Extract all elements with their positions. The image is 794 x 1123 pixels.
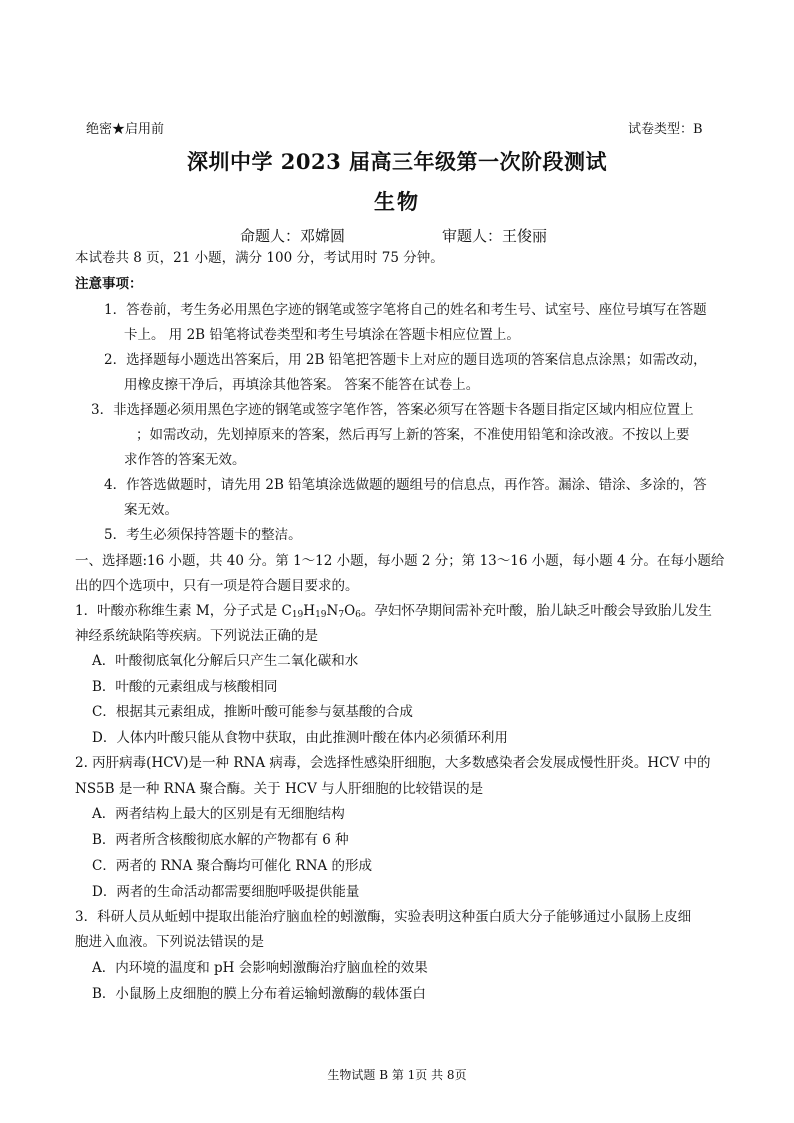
notice-item-1: 1．答卷前，考生务必用黑色字迹的钢笔或签字笔将自己的姓名和考生号、试室号、座位号填写在答题 — [104, 302, 707, 318]
notice-item-2: 2．选择题每小题选出答案后，用 2B 铅笔把答题卡上对应的题目选项的答案信息点涂黑；如需改动， — [104, 352, 707, 368]
q1-option-b: B．叶酸的元素组成与核酸相同 — [92, 679, 278, 695]
q2-option-c: C．两者的 RNA 聚合酶均可催化 RNA 的形成 — [92, 858, 372, 874]
notice-item-3: 3．非选择题必须用黑色字迹的钢笔或签字笔作答，答案必须写在答题卡各题目指定区域内相应位置上 — [91, 402, 694, 418]
q2-option-a: A．两者结构上最大的区别是有无细胞结构 — [92, 806, 345, 822]
exam-intro: 本试卷共 8 页，21 小题，满分 100 分，考试用时 75 分钟。 — [75, 250, 444, 266]
confidential-label: 绝密★启用前 — [86, 122, 165, 137]
section-1-heading-cont: 出的四个选项中，只有一项是符合题目要求的。 — [75, 578, 359, 594]
q2-stem: 2. 丙肝病毒(HCV)是一种 RNA 病毒，会选择性感染肝细胞，大多数感染者会发展成慢性肝炎。HCV 中的 — [75, 755, 711, 771]
q2-option-d: D．两者的生命活动都需要细胞呼吸提供能量 — [92, 884, 360, 900]
paper-type-label: 试卷类型：B — [628, 122, 703, 137]
q3-stem: 3．科研人员从蚯蚓中提取出能治疗脑血栓的蚓激酶，实验表明这种蛋白质大分子能够通过小鼠肠上皮细 — [75, 909, 692, 925]
setter-name: 命题人：邓嫦圆 — [240, 227, 346, 245]
q3-stem-cont: 胞进入血液。下列说法错误的是 — [75, 934, 264, 950]
q3-option-a: A．内环境的温度和 pH 会影响蚓激酶治疗脑血栓的效果 — [92, 960, 428, 976]
subject-title: 生物 — [374, 189, 420, 214]
q1-stem: 1．叶酸亦称维生素 M，分子式是 $C_{19}H_{19}N_7O_6$。孕妇怀孕期间需补充叶酸，胎儿缺乏叶酸会导致胎儿发生 — [75, 603, 712, 620]
notice-item-4-cont: 案无效。 — [124, 502, 178, 518]
notice-item-3-end: 求作答的答案无效。 — [124, 452, 246, 468]
q2-option-b: B．两者所含核酸彻底水解的产物都有 6 种 — [92, 832, 349, 848]
page-footer: 生物试题 B 第 1页 共 8页 — [327, 1068, 467, 1082]
q3-option-b: B．小鼠肠上皮细胞的膜上分布着运输蚓激酶的载体蛋白 — [92, 986, 426, 1002]
reviewer-name: 审题人：王俊丽 — [442, 227, 548, 245]
notice-item-4: 4．作答选做题时，请先用 2B 铅笔填涂选做题的题组号的信息点，再作答。漏涂、错涂、多涂的，答 — [104, 477, 707, 493]
section-1-heading: 一、选择题:16 小题，共 40 分。第 1～12 小题，每小题 2 分；第 13～16 小题，每小题 4 分。在每小题给 — [75, 553, 725, 569]
notice-item-3-cont: ；如需改动，先划掉原来的答案，然后再写上新的答案，不准使用铅笔和涂改液。不按以上要 — [136, 427, 690, 443]
q1-option-a: A．叶酸彻底氧化分解后只产生二氧化碳和水 — [92, 653, 359, 669]
notice-item-2-cont: 用橡皮擦干净后，再填涂其他答案。 答案不能答在试卷上。 — [124, 377, 480, 393]
notice-item-1-cont: 卡上。 用 2B 铅笔将试卷类型和考生号填涂在答题卡相应位置上。 — [124, 327, 520, 343]
notice-item-5: 5．考生必须保持答题卡的整洁。 — [104, 527, 302, 543]
q1-stem-cont: 神经系统缺陷等疾病。下列说法正确的是 — [75, 628, 318, 644]
notice-heading: 注意事项： — [75, 276, 143, 292]
exam-title: 深圳中学 2023 届高三年级第一次阶段测试 — [186, 149, 608, 174]
q1-option-c: C．根据其元素组成，推断叶酸可能参与氨基酸的合成 — [92, 704, 413, 720]
q2-stem-cont: NS5B 是一种 RNA 聚合酶。关于 HCV 与人肝细胞的比较错误的是 — [75, 781, 484, 797]
q1-option-d: D．人体内叶酸只能从食物中获取，由此推测叶酸在体内必须循环利用 — [92, 730, 508, 746]
